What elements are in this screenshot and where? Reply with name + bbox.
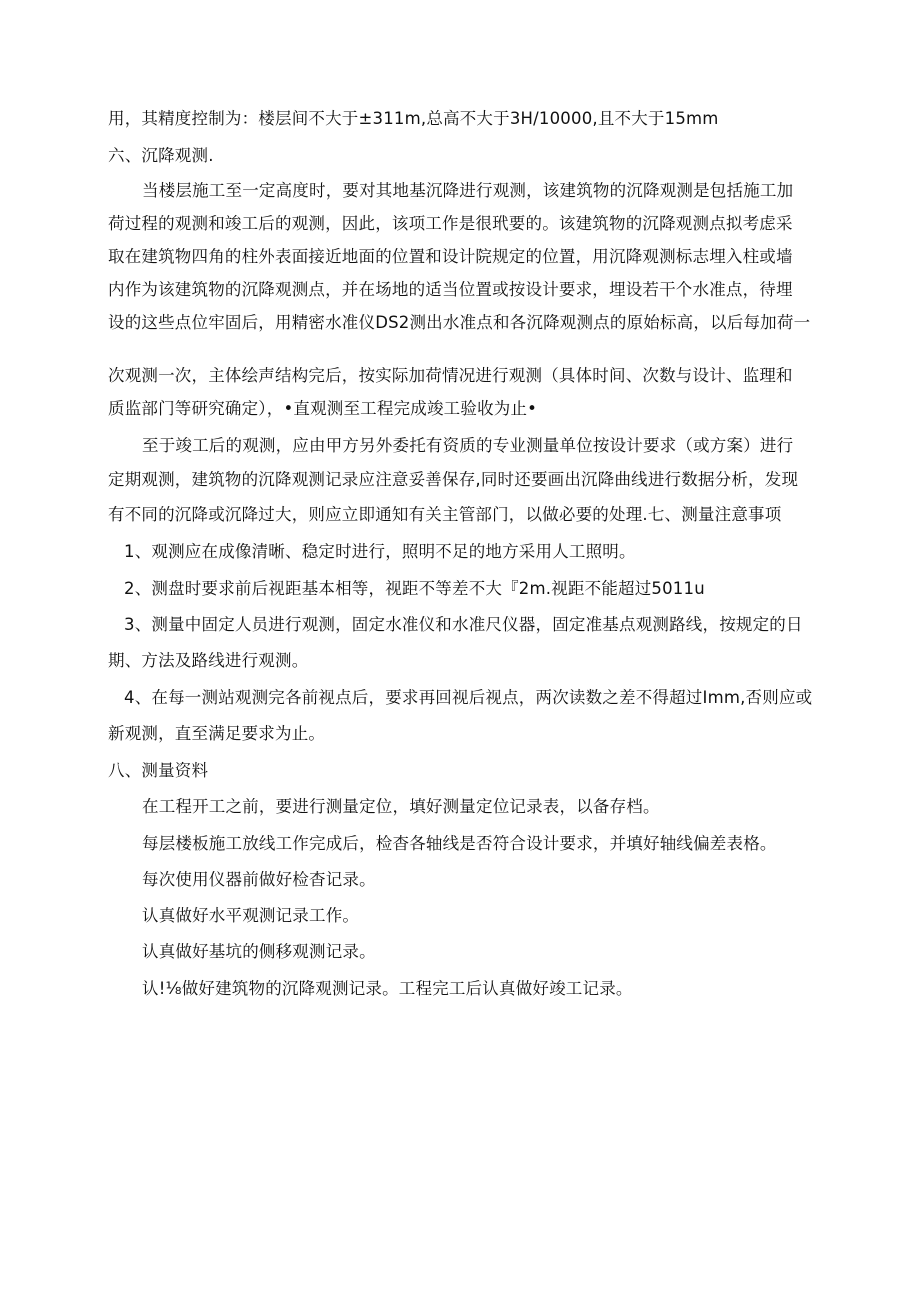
section6-heading: 六、沉降观测. <box>108 146 214 165</box>
section8-heading: 八、测量资料 <box>108 761 209 780</box>
section8-item: 每次使用仪器前做好检杳记录。 <box>142 870 376 889</box>
section6-p2-line: 有不同的沉降或沉降过大，则应立即通知有关主管部门，以做必要的处理.七、测量注意事项 <box>108 505 782 524</box>
section6-p2-line: 至于竣工后的观测，应由甲方另外委托有资质的专业测量单位按设计要求（或方案）进行 <box>142 436 794 455</box>
section8-item: 认真做好基坑的侧移观测记录。 <box>142 942 376 961</box>
section7-item: 3、测量中固定人员进行观测，固定水准仪和水准尺仪器，固定准基点观测路线，按规定的日 <box>124 615 803 634</box>
section7-item: 期、方法及路线进行观测。 <box>108 651 309 670</box>
section8-item: 每层楼板施工放线工作完成后，检杳各轴线是否符合设计要求，并填好轴线偏差表格。 <box>142 834 777 853</box>
section6-p1-line: 当楼层施工至一定高度时，要对其地基沉降进行观测，该建筑物的沉降观测是包括施工加 <box>142 181 794 200</box>
section6-p1-line: 取在建筑物四角的柱外表面接近地面的位置和设计院规定的位置，用沉降观测标志埋入柱或墙 <box>108 247 793 266</box>
section6-tail-line: 用，其精度控制为：楼层间不大于±311m,总高不大于3H/10000,且不大于15mm <box>108 109 719 128</box>
section8-item: 认真做好水平观测记录工作。 <box>142 906 360 925</box>
section6-p2-line: 定期观测，建筑物的沉降观测记录应注意妥善保存,同时还要画出沉降曲线进行数据分析，发现 <box>108 470 799 489</box>
section6-p1-line: 内作为该建筑物的沉降观测点，并在场地的适当位置或按设计要求，埋设若干个水准点，待埋 <box>108 280 793 299</box>
section7-item: 新观测，直至满足要求为止。 <box>108 724 326 743</box>
section7-item: 2、测盘时要求前后视距基本相等，视距不等差不大『2m.视距不能超过5011u <box>124 579 705 598</box>
section7-item: 1、观测应在成像清晰、稳定时进行，照明不足的地方采用人工照明。 <box>124 542 636 561</box>
section8-item: 在工程开工之前，要进行测量定位，填好测量定位记录表，以备存档。 <box>142 797 660 816</box>
section6-p1-line: 次观测一次，主体绘声结构完后，按实际加荷情况进行观测（具体时间、次数与设计、监理和 <box>108 366 793 385</box>
section6-p1-line: 质监部门等研究确定），•直观测至工程完成竣工验收为止• <box>108 399 538 418</box>
section8-item: 认!⅛做好建筑物的沉降观测记录。工程完工后认真做好竣工记录。 <box>142 979 633 998</box>
section6-p1-line: 设的这些点位牢固后，用精密水准仪DS2测出水准点和各沉降观测点的原始标高，以后每加荷一 <box>108 313 811 332</box>
section6-p1-line: 荷过程的观测和竣工后的观测，因此，该项工作是很玳要的。该建筑物的沉降观测点拟考虑采 <box>108 214 793 233</box>
section7-item: 4、在每一测站观测完各前视点后，要求再回视后视点，两次读数之差不得超过Imm,否则应或 <box>124 688 813 707</box>
